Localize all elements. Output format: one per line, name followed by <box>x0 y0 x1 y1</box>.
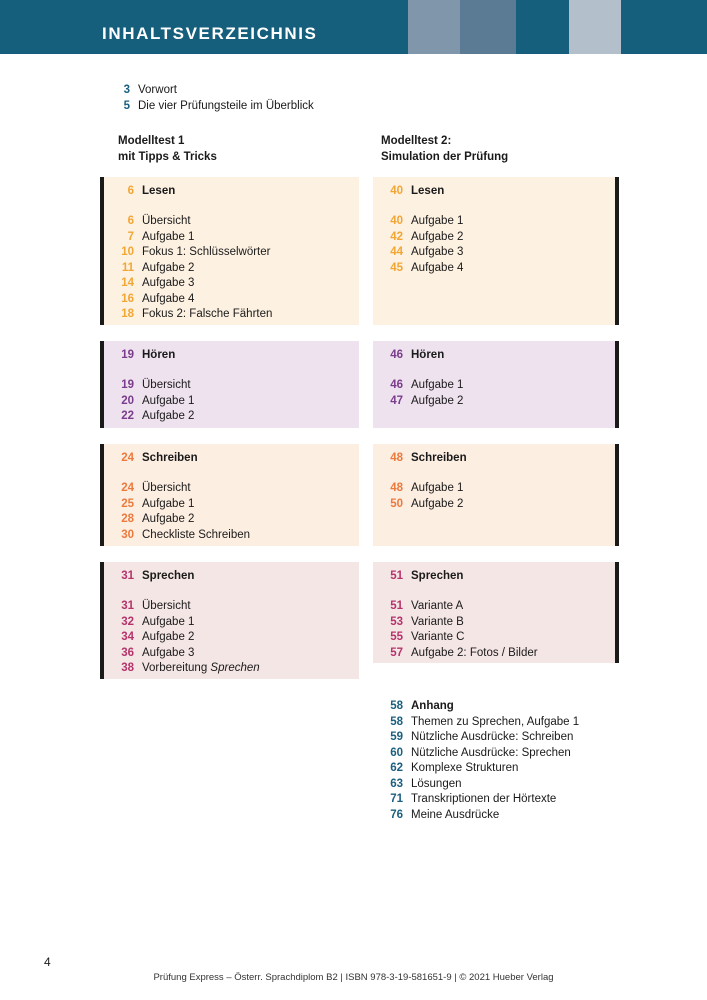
toc-entry-title: Checkliste Schreiben <box>142 528 251 541</box>
toc-entry[interactable] <box>104 528 250 544</box>
toc-entry[interactable] <box>104 348 175 364</box>
toc-entry[interactable] <box>104 512 250 528</box>
toc-section-title: Hören <box>142 349 176 361</box>
section-box-sprechen <box>373 562 619 663</box>
toc-entry[interactable] <box>104 615 260 631</box>
appendix-list <box>373 699 579 823</box>
column-heading-line: Simulation der Prüfung <box>381 151 509 163</box>
toc-page-number: 45 <box>390 261 403 274</box>
toc-page-number: 58 <box>390 700 403 712</box>
toc-entry[interactable] <box>104 646 260 662</box>
toc-page-number: 30 <box>121 528 134 541</box>
toc-entry[interactable] <box>104 276 272 292</box>
toc-entry-title: Aufgabe 1 <box>142 230 195 243</box>
toc-entry-title: Aufgabe 3 <box>142 646 195 659</box>
toc-entry[interactable] <box>104 630 260 646</box>
toc-entry[interactable] <box>104 661 260 677</box>
section-box-hoeren <box>373 341 619 428</box>
toc-entry-title: Variante A <box>411 600 464 612</box>
toc-page-number: 76 <box>390 808 403 821</box>
toc-page-number: 16 <box>121 292 134 305</box>
toc-page-number: 63 <box>390 777 403 790</box>
toc-page-number: 46 <box>390 379 403 391</box>
toc-page-number: 51 <box>390 600 403 612</box>
toc-page-number: 32 <box>121 615 134 628</box>
toc-entry[interactable] <box>373 699 579 715</box>
toc-entry[interactable] <box>373 184 444 200</box>
toc-entry[interactable] <box>373 630 538 646</box>
toc-page-number: 62 <box>390 762 403 774</box>
header-color-block <box>460 0 516 54</box>
toc-section-title: Schreiben <box>411 452 467 464</box>
toc-page-number: 71 <box>390 793 403 805</box>
toc-section-title: Sprechen <box>411 570 464 582</box>
header-color-block <box>408 0 460 54</box>
toc-page-number: 20 <box>121 394 134 407</box>
toc-entry-title: Komplexe Strukturen <box>411 762 519 774</box>
toc-section-title: Sprechen <box>142 570 195 582</box>
toc-page-number: 48 <box>390 452 403 464</box>
section-box-sprechen <box>100 562 359 679</box>
toc-entry-title: Aufgabe 1 <box>411 215 464 227</box>
toc-entry[interactable] <box>104 409 194 425</box>
toc-section-title: Lesen <box>411 185 445 197</box>
toc-entry[interactable] <box>373 646 538 662</box>
toc-entry-title: Die vier Prüfungsteile im Überblick <box>138 99 314 112</box>
toc-page-number: 40 <box>390 185 403 197</box>
toc-entry-title: Aufgabe 1 <box>411 379 464 391</box>
intro-list <box>100 83 314 114</box>
toc-entry-title: Vorwort <box>138 84 177 96</box>
toc-entry[interactable] <box>373 746 579 762</box>
toc-entry[interactable] <box>104 481 250 497</box>
toc-page-number: 51 <box>390 570 403 582</box>
section-box-hoeren <box>100 341 359 428</box>
toc-entry[interactable] <box>373 761 579 777</box>
page-header <box>0 0 707 54</box>
toc-entry[interactable] <box>104 292 272 308</box>
toc-entry-title: Meine Ausdrücke <box>411 808 500 821</box>
toc-entry-title: Nützliche Ausdrücke: Schreiben <box>411 731 574 743</box>
toc-entry-title: Aufgabe 3 <box>411 246 464 258</box>
section-box-lesen <box>100 177 359 325</box>
toc-entry-title: Lösungen <box>411 777 462 790</box>
page-number: 4 <box>44 955 51 969</box>
header-color-block <box>569 0 621 54</box>
toc-entry-title: Aufgabe 2 <box>411 230 464 243</box>
toc-section-title: Lesen <box>142 185 176 197</box>
toc-entry[interactable] <box>373 394 463 410</box>
toc-entry[interactable] <box>104 214 272 230</box>
toc-page-number: 22 <box>121 410 134 422</box>
toc-entry[interactable] <box>373 730 579 746</box>
toc-page-number: 60 <box>390 746 403 759</box>
toc-page-number: 19 <box>121 349 134 361</box>
toc-entry-title: Aufgabe 2 <box>411 394 464 407</box>
section-box-schreiben <box>373 444 619 546</box>
toc-entry[interactable] <box>373 451 467 467</box>
toc-page-number: 14 <box>121 277 134 289</box>
toc-entry-title: Fokus 1: Schlüsselwörter <box>142 246 271 258</box>
column-heading-line: mit Tipps & Tricks <box>118 151 217 163</box>
toc-entry-title: Vorbereitung <box>142 662 211 674</box>
toc-entry-title: Aufgabe 4 <box>142 292 195 305</box>
toc-entry[interactable] <box>104 497 250 513</box>
toc-entry[interactable] <box>373 497 463 513</box>
toc-entry[interactable] <box>373 777 579 793</box>
toc-entry-title: Aufgabe 2 <box>411 497 464 510</box>
toc-entry-title: Transkriptionen der Hörtexte <box>411 793 557 805</box>
toc-page-number: 25 <box>121 497 134 510</box>
toc-entry[interactable] <box>373 808 579 824</box>
toc-entry-title: Aufgabe 1 <box>142 615 195 628</box>
toc-page-number: 34 <box>121 631 134 643</box>
toc-page-number: 50 <box>390 497 403 510</box>
column-heading-line: Modelltest 1 <box>118 135 185 147</box>
toc-entry[interactable] <box>373 792 579 808</box>
toc-entry[interactable] <box>104 569 194 585</box>
toc-entry[interactable] <box>104 230 272 246</box>
toc-page-number: 28 <box>121 513 134 525</box>
toc-entry[interactable] <box>100 99 314 115</box>
toc-page-number: 44 <box>390 246 403 258</box>
section-box-lesen <box>373 177 619 325</box>
toc-page-number: 57 <box>390 646 403 659</box>
toc-entry-title: Themen zu Sprechen, Aufgabe 1 <box>411 715 580 728</box>
toc-page-number: 7 <box>127 230 134 243</box>
toc-entry[interactable] <box>373 245 463 261</box>
toc-page-number: 59 <box>390 731 403 743</box>
toc-entry[interactable] <box>104 394 194 410</box>
toc-page-number: 38 <box>121 662 134 674</box>
column-heading-modelltest-1 <box>118 133 217 165</box>
toc-page-number: 31 <box>121 600 134 612</box>
toc-entry[interactable] <box>373 230 463 246</box>
toc-page-number: 24 <box>121 452 134 464</box>
toc-entry-title: Übersicht <box>142 600 191 612</box>
section-box-schreiben <box>100 444 359 546</box>
toc-section-title: Anhang <box>411 700 454 712</box>
toc-page-number: 6 <box>127 185 134 197</box>
toc-entry[interactable] <box>373 615 538 631</box>
toc-page-number: 6 <box>127 215 134 227</box>
toc-page-number: 53 <box>390 615 403 628</box>
toc-entry-title: Übersicht <box>142 379 191 391</box>
toc-entry-title: Aufgabe 4 <box>411 261 464 274</box>
toc-entry[interactable] <box>373 599 538 615</box>
toc-entry[interactable] <box>104 378 194 394</box>
toc-page-number: 3 <box>123 84 130 96</box>
toc-entry[interactable] <box>104 307 272 323</box>
toc-entry[interactable] <box>104 599 260 615</box>
page-title: INHALTSVERZEICHNIS <box>102 24 318 43</box>
toc-entry[interactable] <box>373 348 444 364</box>
toc-entry-title: Variante B <box>411 615 464 628</box>
toc-page-number: 24 <box>121 482 134 494</box>
toc-entry-title: Aufgabe 1 <box>142 497 195 510</box>
toc-entry-title: Aufgabe 1 <box>411 482 464 494</box>
toc-entry-title-italic: Sprechen <box>210 662 260 674</box>
toc-page-number: 46 <box>390 349 403 361</box>
toc-entry-title: Aufgabe 2 <box>142 513 195 525</box>
toc-page-number: 55 <box>390 631 403 643</box>
toc-entry[interactable] <box>373 715 579 731</box>
toc-page-number: 36 <box>121 646 134 659</box>
toc-entry[interactable] <box>373 569 463 585</box>
toc-page-number: 5 <box>123 99 130 112</box>
toc-entry-title: Aufgabe 3 <box>142 277 195 289</box>
toc-entry[interactable] <box>373 481 463 497</box>
toc-page-number: 42 <box>390 230 403 243</box>
toc-page-number: 31 <box>121 570 134 582</box>
toc-page-number: 48 <box>390 482 403 494</box>
toc-entry-title: Übersicht <box>142 482 191 494</box>
toc-entry-title: Aufgabe 2: Fotos / Bilder <box>411 646 538 659</box>
toc-page-number: 19 <box>121 379 134 391</box>
toc-section-title: Hören <box>411 349 445 361</box>
toc-entry[interactable] <box>373 214 463 230</box>
toc-entry[interactable] <box>104 245 272 261</box>
toc-entry[interactable] <box>373 378 463 394</box>
column-heading-modelltest-2 <box>381 133 508 165</box>
toc-entry-title: Aufgabe 2 <box>142 631 195 643</box>
toc-entry-title: Nützliche Ausdrücke: Sprechen <box>411 746 571 759</box>
toc-page-number: 10 <box>121 246 134 258</box>
toc-entry-title: Übersicht <box>142 215 191 227</box>
toc-page-number: 47 <box>390 394 403 407</box>
toc-entry[interactable] <box>104 261 272 277</box>
column-heading-line: Modelltest 2: <box>381 135 452 147</box>
toc-entry-title: Aufgabe 2 <box>142 410 195 422</box>
toc-page-number: 11 <box>121 261 134 274</box>
toc-page-number: 40 <box>390 215 403 227</box>
toc-entry[interactable] <box>100 83 314 99</box>
toc-page-number: 58 <box>390 715 403 728</box>
toc-entry-title: Variante C <box>411 631 465 643</box>
toc-section-title: Schreiben <box>142 452 198 464</box>
toc-entry[interactable] <box>373 261 463 277</box>
toc-entry-title: Fokus 2: Falsche Fährten <box>142 308 273 320</box>
footer-text: Prüfung Express – Österr. Sprachdiplom B2 | ISBN 978-3-19-581651-9 | © 2021 Hueber Verlag <box>153 972 554 983</box>
toc-entry-title: Aufgabe 1 <box>142 394 195 407</box>
toc-entry-title: Aufgabe 2 <box>142 261 195 274</box>
toc-entry[interactable] <box>104 451 198 467</box>
toc-entry[interactable] <box>104 184 175 200</box>
toc-page-number: 18 <box>121 308 134 320</box>
